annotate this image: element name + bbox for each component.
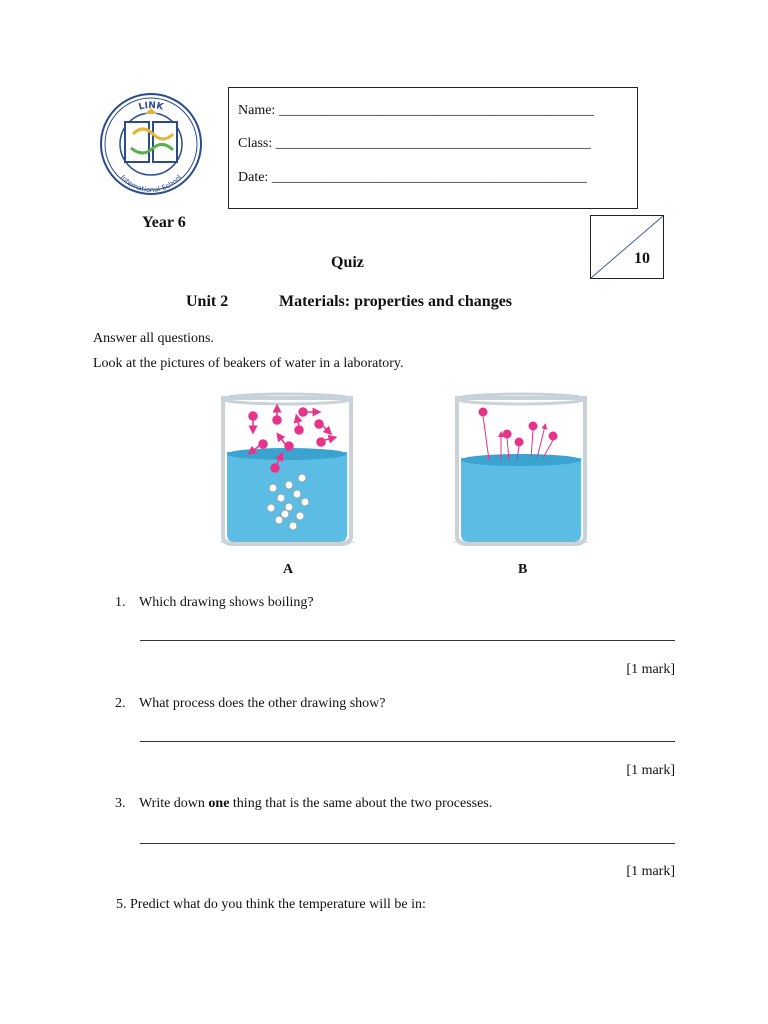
question-1-text: Which drawing shows boiling? bbox=[139, 595, 314, 610]
instruction-line-1: Answer all questions. bbox=[93, 331, 214, 346]
svg-text:International School bbox=[119, 174, 184, 195]
question-2-mark: [1 mark] bbox=[626, 763, 675, 778]
emphasis-one: one bbox=[208, 796, 230, 811]
question-2-number: 2. bbox=[115, 696, 126, 711]
score-box[interactable] bbox=[590, 215, 664, 279]
question-3-number: 3. bbox=[115, 796, 126, 811]
answer-line-1[interactable] bbox=[140, 640, 675, 641]
question-1-number: 1. bbox=[115, 595, 126, 610]
unit-number: Unit 2 bbox=[186, 293, 229, 310]
year-heading: Year 6 bbox=[142, 214, 186, 231]
logo-text-top: LINK bbox=[137, 100, 165, 113]
question-5-text: 5. Predict what do you think the temperature will be in: bbox=[116, 897, 426, 912]
logo-text-bottom: International School bbox=[118, 173, 184, 195]
student-info-box bbox=[228, 87, 638, 209]
answer-line-3[interactable] bbox=[140, 843, 675, 844]
beakers-figure bbox=[215, 392, 595, 552]
school-logo bbox=[95, 92, 207, 196]
question-3-mark: [1 mark] bbox=[626, 864, 675, 879]
question-2-text: What process does the other drawing show? bbox=[139, 696, 386, 711]
instruction-line-2: Look at the pictures of beakers of water in a laboratory. bbox=[93, 356, 404, 371]
question-1-mark: [1 mark] bbox=[626, 662, 675, 677]
score-total: 10 bbox=[634, 250, 650, 267]
score-divider bbox=[590, 215, 664, 279]
date-field[interactable]: Date: _____________________________________________ bbox=[238, 170, 587, 185]
unit-title: Materials: properties and changes bbox=[279, 293, 513, 310]
beaker-a-label: A bbox=[283, 562, 294, 577]
beaker-b-label: B bbox=[518, 562, 528, 577]
name-field[interactable]: Name: _____________________________________________ bbox=[238, 103, 594, 118]
quiz-heading: Quiz bbox=[331, 254, 364, 271]
answer-line-2[interactable] bbox=[140, 741, 675, 742]
beaker-a bbox=[219, 394, 355, 546]
question-3-text: Write down one thing that is the same about the two processes. bbox=[139, 796, 493, 811]
beaker-b bbox=[453, 394, 589, 546]
class-field[interactable]: Class: _____________________________________________ bbox=[238, 136, 591, 151]
